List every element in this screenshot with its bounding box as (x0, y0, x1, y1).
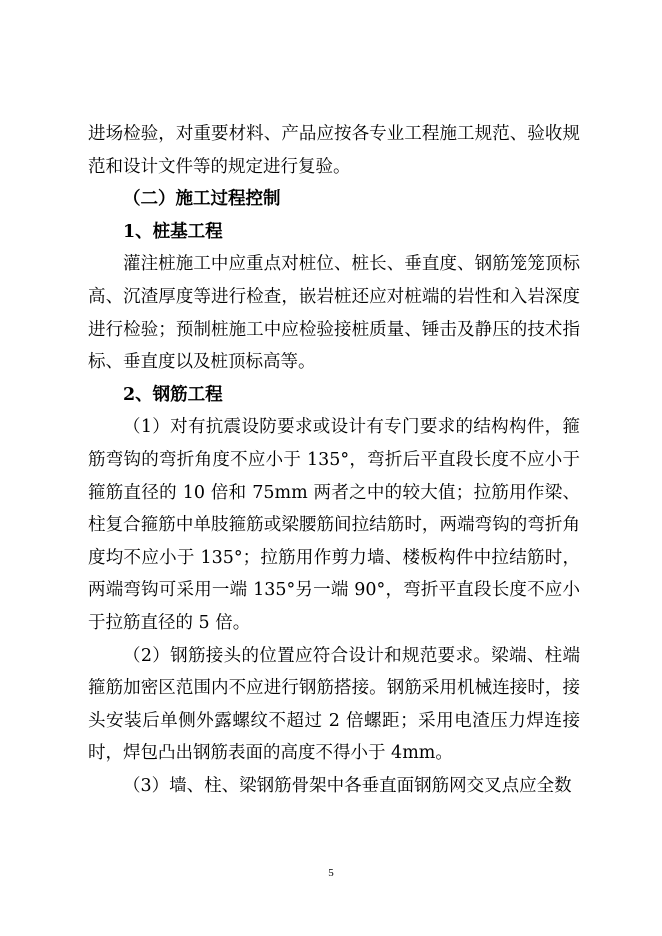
document-body (88, 118, 580, 802)
paragraph-rebar-item-3: （3）墙、柱、梁钢筋骨架中各垂直面钢筋网交叉点应全数 (123, 775, 572, 796)
subsection-heading-pile-foundation: 1、桩基工程 (123, 221, 223, 242)
paragraph-rebar-item-1: （1）对有抗震设防要求或设计有专门要求的结构构件，箍筋弯钩的弯折角度不应小于 135°，弯折后平直段长度不应小于箍筋直径的 10 倍和 75mm 两者之中的较大值；拉筋用作梁、柱复合箍筋中单肢箍筋或梁腰筋间拉结筋时，两端弯钩的弯折角度均不应小于 135°；拉筋用作剪力墙、楼板构件中拉结筋时，两端弯钩可采用一端 135°另一端 90°，弯折平直段长度不应小于拉筋直径的 5 倍。 (88, 417, 580, 633)
page-number: 5 (328, 867, 334, 879)
paragraph-pile-foundation: 灌注桩施工中应重点对桩位、桩长、垂直度、钢筋笼笼顶标高、沉渣厚度等进行检查，嵌岩桩还应对桩端的岩性和入岩深度进行检验；预制桩施工中应检验接桩质量、锤击及静压的技术指标、垂直度以及桩顶标高等。 (88, 254, 580, 373)
section-heading-construction-control: （二）施工过程控制 (123, 189, 281, 210)
paragraph-continuation: 进场检验，对重要材料、产品应按各专业工程施工规范、验收规范和设计文件等的规定进行复验。 (88, 124, 580, 177)
paragraph-rebar-item-2: （2）钢筋接头的位置应符合设计和规范要求。梁端、柱端箍筋加密区范围内不应进行钢筋搭接。钢筋采用机械连接时，接头安装后单侧外露螺纹不超过 2 倍螺距；采用电渣压力焊连接时，焊包凸出钢筋表面的高度不得小于 4mm。 (88, 645, 580, 764)
subsection-heading-rebar: 2、钢筋工程 (123, 384, 223, 405)
